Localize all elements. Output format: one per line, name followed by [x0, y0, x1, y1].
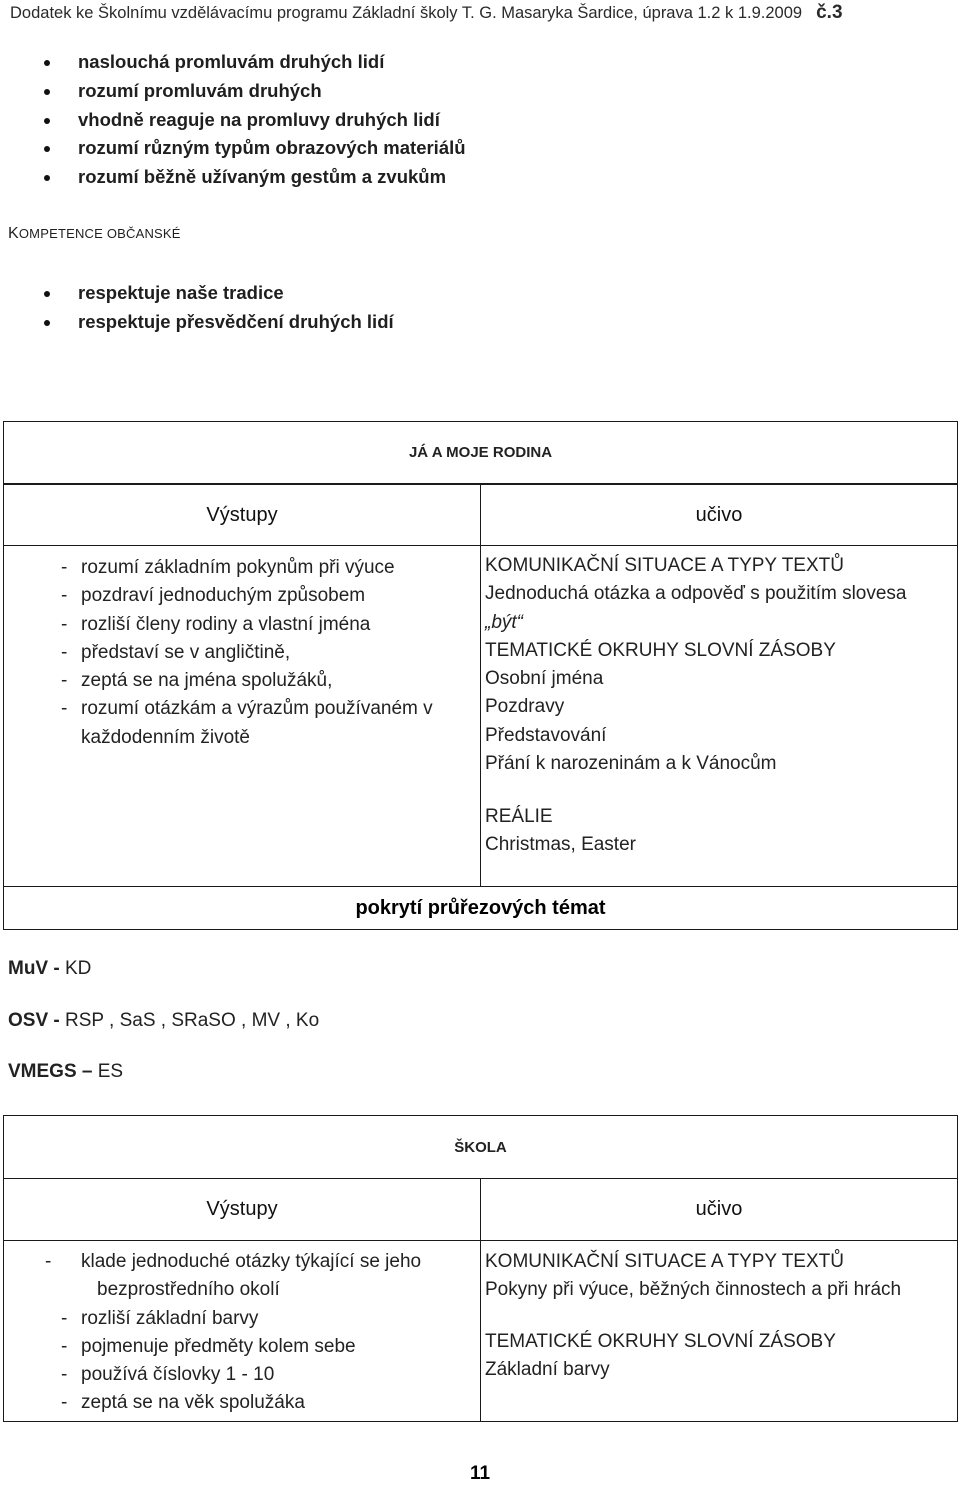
table2-content-group2 — [485, 1328, 836, 1385]
content-line: TEMATICKÉ OKRUHY SLOVNÍ ZÁSOBY — [485, 1331, 836, 1352]
content-line: KOMUNIKAČNÍ SITUACE A TYPY TEXTŮ — [485, 555, 844, 576]
content-line: Základní barvy — [485, 1359, 610, 1381]
list-item: - představí se v angličtině, — [61, 639, 466, 667]
list-item: - zeptá se na věk spolužáka — [61, 1389, 471, 1417]
table2-title: ŠKOLA — [3, 1115, 958, 1179]
table2-outputs-header: Výstupy — [3, 1178, 481, 1241]
section-heading-civic: KOMPETENCE OBČANSKÉ — [8, 225, 181, 242]
list-item: - rozumí základním pokynům při výuce — [61, 554, 466, 582]
list-item: - rozumí otázkám a výrazům používaném v každodenním životě — [61, 695, 466, 752]
table1-content-lines — [485, 552, 907, 778]
content-line: „být“ — [485, 611, 523, 633]
list-item: naslouchá promluvám druhých lidí — [0, 48, 466, 77]
page-number: 11 — [469, 1463, 491, 1484]
realie-text: Christmas, Easter — [485, 834, 636, 856]
list-item: respektuje přesvědčení druhých lidí — [0, 308, 394, 337]
content-line: Jednoduchá otázka a odpověď s použitím slovesa — [485, 583, 907, 605]
content-line: KOMUNIKAČNÍ SITUACE A TYPY TEXTŮ — [485, 1251, 844, 1272]
table2-content-header: učivo — [480, 1178, 958, 1241]
list-item: - používá číslovky 1 - 10 — [61, 1361, 471, 1389]
attachment-number: č.3 — [816, 2, 843, 23]
table2-outputs-list — [61, 1248, 471, 1418]
list-item: rozumí běžně užívaným gestům a zvukům — [0, 163, 466, 192]
table2-content-cell — [480, 1240, 958, 1422]
header-text: Dodatek ke Školnímu vzdělávacímu programu Základní školy T. G. Masaryka Šardice, úprava 1.2 k 1.9.2009 — [10, 4, 803, 22]
content-line: Představování — [485, 724, 607, 746]
list-item: - pojmenuje předměty kolem sebe — [61, 1333, 471, 1361]
table1-content-cell — [480, 545, 958, 887]
list-item: rozumí promluvám druhých — [0, 77, 466, 106]
table2-content-group1 — [485, 1248, 901, 1305]
content-line: Pokyny při výuce, běžných činnostech a při hrách — [485, 1279, 902, 1301]
content-line: Přání k narozeninám a k Vánocům — [485, 753, 777, 775]
table1-title: JÁ A MOJE RODINA — [3, 421, 958, 484]
document-header — [10, 2, 843, 24]
list-item: rozumí různým typům obrazových materiálů — [0, 134, 466, 163]
list-item: - klade jednoduché otázky týkající se jeho bezprostředního okolí — [61, 1248, 471, 1305]
realie-heading: REÁLIE — [485, 806, 553, 827]
list-item: - rozliší členy rodiny a vlastní jména — [61, 611, 466, 639]
content-line: Pozdravy — [485, 696, 565, 718]
table1-realie — [485, 803, 636, 860]
list-item: - zeptá se na jména spolužáků, — [61, 667, 466, 695]
table2-outputs-cell — [3, 1240, 481, 1422]
communication-competence-list — [0, 48, 466, 192]
civic-competence-list — [0, 279, 394, 337]
list-item: - pozdraví jednoduchým způsobem — [61, 582, 466, 610]
table1-content-header: učivo — [480, 484, 958, 546]
content-line: Osobní jména — [485, 668, 604, 690]
list-item: respektuje naše tradice — [0, 279, 394, 308]
crosscutting-osv: OSV - RSP , SaS , SRaSO , MV , Ko — [8, 1010, 320, 1031]
crosscutting-muv: MuV - KD — [8, 958, 92, 979]
table1-outputs-cell — [3, 545, 481, 887]
table1-outputs-header: Výstupy — [3, 484, 481, 546]
content-line: TEMATICKÉ OKRUHY SLOVNÍ ZÁSOBY — [485, 639, 836, 661]
list-item: - rozliší základní barvy — [61, 1305, 471, 1333]
crosscutting-coverage-header: pokrytí průřezových témat — [3, 886, 958, 930]
list-item: vhodně reaguje na promluvy druhých lidí — [0, 106, 466, 135]
crosscutting-vmegs: VMEGS – ES — [8, 1061, 124, 1082]
table1-outputs-list — [61, 554, 466, 752]
